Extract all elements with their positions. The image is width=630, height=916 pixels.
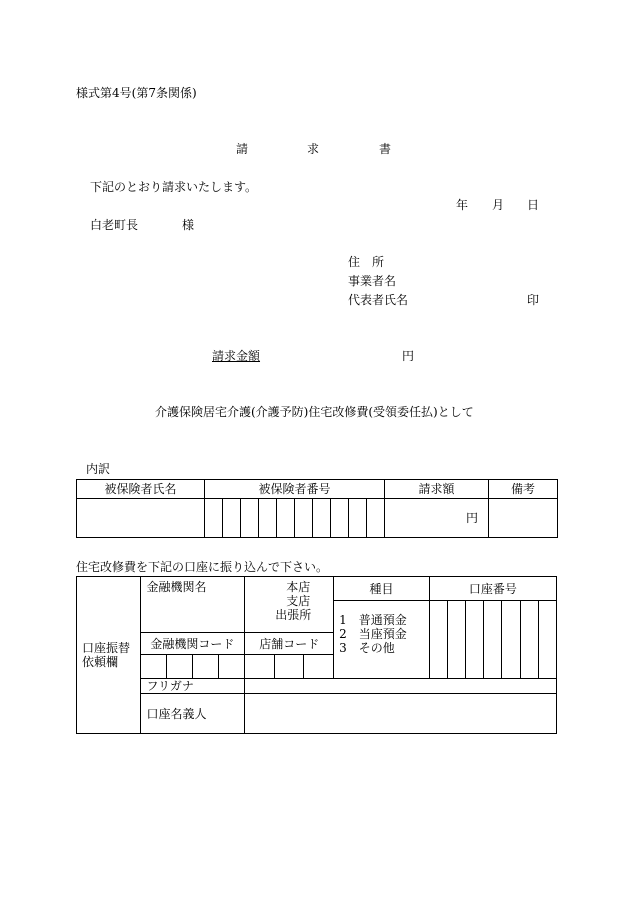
institution-name-cell[interactable]: [140, 577, 245, 633]
institution-code-digit[interactable]: [219, 655, 245, 679]
branch-code-digit[interactable]: [303, 655, 333, 679]
insured-number-digit[interactable]: [223, 499, 241, 538]
date-day-label: 日: [527, 198, 540, 212]
branch-office: 出張所: [275, 608, 312, 622]
bank-table: [76, 576, 557, 734]
breakdown-table: [76, 479, 558, 538]
breakdown-heading: 内訳: [86, 462, 111, 476]
insured-number-digit[interactable]: [277, 499, 295, 538]
amount-line: [212, 349, 414, 363]
amount-label: 請求金額: [212, 349, 261, 363]
account-type-options[interactable]: [334, 601, 430, 679]
title-char-1: 請: [236, 142, 249, 156]
insured-name-header: 被保険者氏名: [77, 480, 205, 499]
seal-mark: 印: [527, 293, 540, 307]
intro-text: 下記のとおり請求いたします。: [90, 180, 258, 194]
furigana-label: フリガナ: [140, 679, 245, 694]
address-label: 住 所: [348, 255, 385, 269]
breakdown-entry-row: [77, 499, 558, 538]
insured-number-digit[interactable]: [205, 499, 223, 538]
claim-amount-header: 請求額: [385, 480, 489, 499]
breakdown-header-row: [77, 480, 558, 499]
account-holder-label: 口座名義人: [140, 694, 245, 734]
branch-code-digit[interactable]: [245, 655, 274, 679]
insured-number-header: 被保険者番号: [205, 480, 385, 499]
form-number: 様式第4号(第7条関係): [76, 86, 197, 100]
title-char-2: 求: [307, 142, 320, 156]
account-type-ordinary: 1 普通預金: [339, 613, 407, 627]
transfer-request-label: 口座振替 依頼欄: [77, 577, 141, 734]
branch-main: 本店: [286, 580, 311, 594]
institution-code-digit[interactable]: [166, 655, 192, 679]
yen-unit: 円: [466, 511, 479, 525]
account-type-other: 3 その他: [339, 641, 395, 655]
institution-code-digit[interactable]: [192, 655, 218, 679]
account-number-digit[interactable]: [466, 601, 484, 679]
addressee: 白老町長: [90, 218, 139, 232]
honorific: 様: [182, 218, 195, 232]
insured-number-digit[interactable]: [295, 499, 313, 538]
insured-number-digit[interactable]: [331, 499, 349, 538]
insured-number-digit[interactable]: [259, 499, 277, 538]
branch-type-cell[interactable]: [245, 577, 334, 633]
institution-code-label: 金融機関コード: [140, 633, 245, 655]
account-number-digit[interactable]: [447, 601, 465, 679]
account-number-digit[interactable]: [484, 601, 502, 679]
account-number-digit[interactable]: [429, 601, 447, 679]
institution-name-label: 金融機関名: [146, 580, 207, 594]
claim-amount-cell[interactable]: [385, 499, 489, 538]
branch-sub: 支店: [286, 594, 311, 608]
account-type-header: 種目: [334, 577, 430, 601]
business-name-label: 事業者名: [348, 274, 397, 288]
title-char-3: 書: [379, 142, 392, 156]
remarks-cell[interactable]: [489, 499, 558, 538]
account-number-header: 口座番号: [429, 577, 556, 601]
amount-unit: 円: [401, 349, 414, 363]
branch-code-digit[interactable]: [274, 655, 303, 679]
insured-number-digit[interactable]: [241, 499, 259, 538]
bank-instruction: 住宅改修費を下記の口座に振り込んで下さい。: [76, 560, 329, 574]
insured-number-digit[interactable]: [349, 499, 367, 538]
representative-label: 代表者氏名: [348, 293, 409, 307]
account-number-digit[interactable]: [520, 601, 538, 679]
institution-code-digit[interactable]: [140, 655, 166, 679]
account-type-current: 2 当座預金: [339, 627, 407, 641]
insured-name-cell[interactable]: [77, 499, 205, 538]
date-month-label: 月: [492, 198, 505, 212]
insured-number-digit[interactable]: [367, 499, 385, 538]
date-year-label: 年: [456, 198, 469, 212]
furigana-field[interactable]: [245, 679, 557, 694]
account-number-digit[interactable]: [502, 601, 520, 679]
insured-number-digit[interactable]: [313, 499, 331, 538]
remarks-header: 備考: [489, 480, 558, 499]
account-holder-field[interactable]: [245, 694, 557, 734]
description: 介護保険居宅介護(介護予防)住宅改修費(受領委任払)として: [155, 405, 474, 419]
branch-code-label: 店舗コード: [245, 633, 334, 655]
account-number-digit[interactable]: [538, 601, 556, 679]
